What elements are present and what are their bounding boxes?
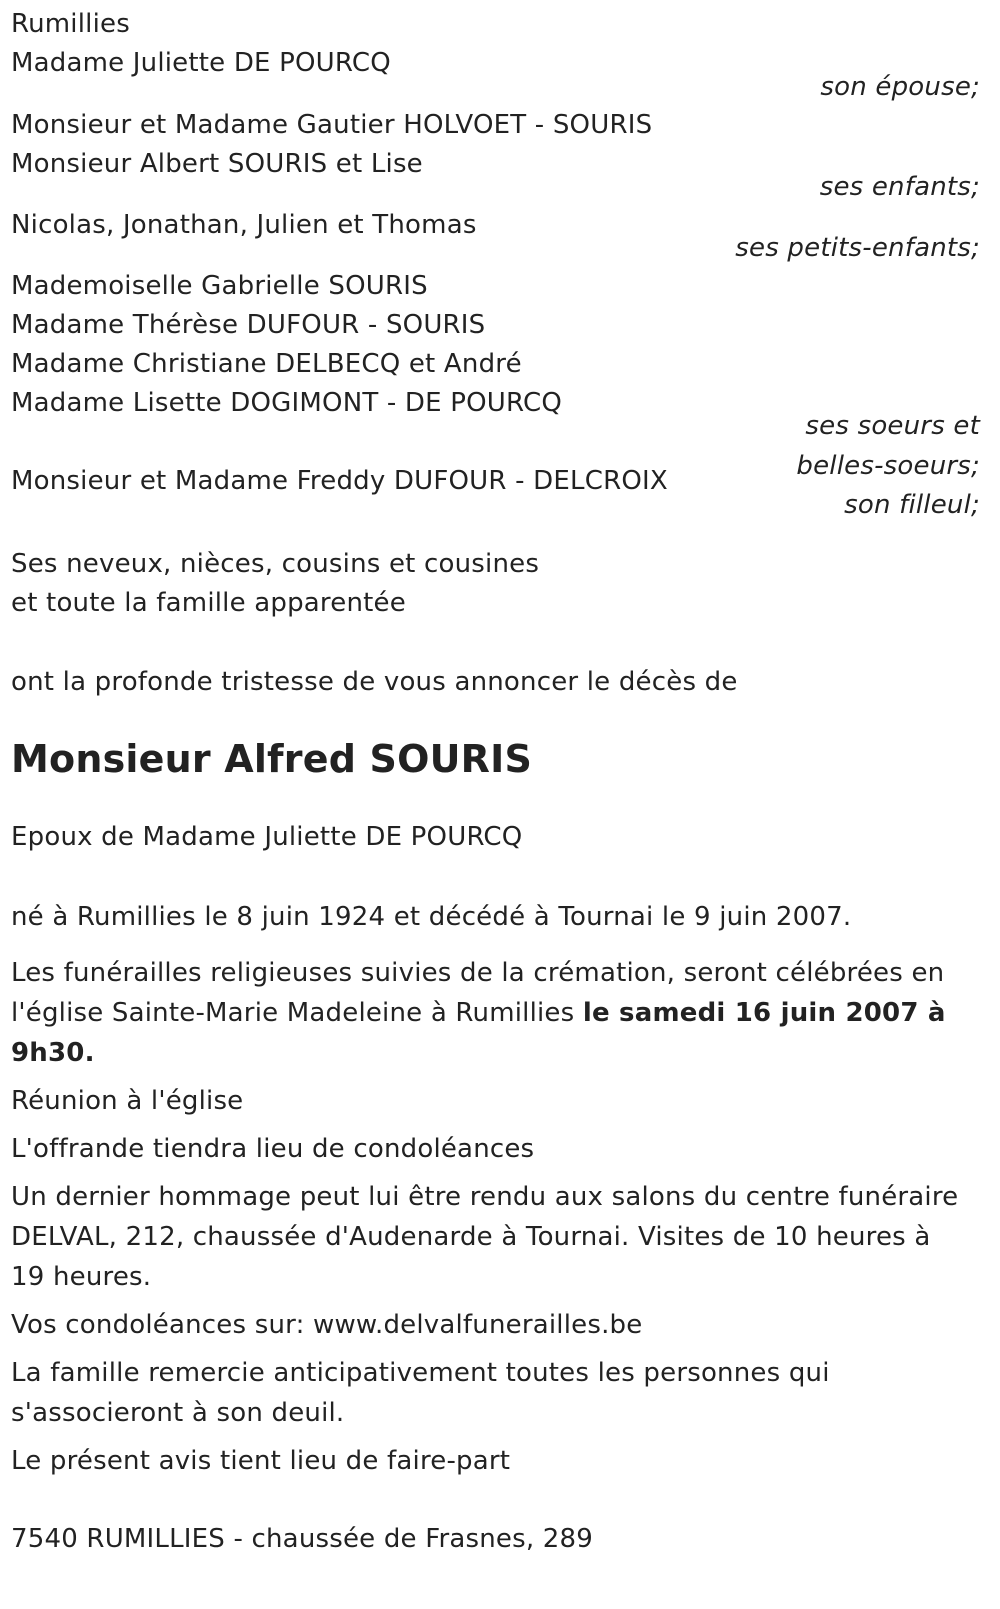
others-group	[11, 539, 980, 659]
sister-line: Madame Thérèse DUFOUR - SOURIS	[11, 310, 486, 340]
sisters-relation: ses soeurs et belles-soeurs;	[796, 411, 980, 481]
sisters-group	[11, 261, 980, 479]
funeral-text: Les funérailles religieuses suivies de la crémation, seront célébrées en l'église Sainte-Marie Madeleine à Rumillies	[11, 958, 945, 1028]
funeral-date: le samedi 16 juin 2007 à 9h30.	[11, 998, 946, 1068]
spouse-of-group	[11, 822, 980, 905]
children-relation: ses enfants;	[819, 172, 980, 202]
announcement-text: ont la profonde tristesse de vous annoncer le décès de	[11, 667, 738, 697]
birth-death-text: né à Rumillies le 8 juin 1924 et décédé à Tournai le 9 juin 2007.	[11, 902, 852, 932]
meeting-text: Réunion à l'église	[11, 1086, 244, 1116]
godson-relation: son filleul;	[844, 490, 980, 520]
thanks-text: La famille remercie anticipativement toutes les personnes qui s'associeront à son deuil.	[11, 1358, 830, 1428]
spouse-relation: son épouse;	[820, 72, 980, 102]
children-group	[11, 100, 980, 200]
birth-death-group	[11, 902, 980, 953]
spouse-of-text: Epoux de Madame Juliette DE POURCQ	[11, 822, 523, 852]
deceased-group	[11, 729, 980, 825]
sister-line: Madame Lisette DOGIMONT - DE POURCQ	[11, 388, 563, 418]
others-line: Ses neveux, nièces, cousins et cousines	[11, 549, 540, 579]
notice-text: Le présent avis tient lieu de faire-part	[11, 1446, 511, 1476]
town-line: Rumillies	[11, 9, 130, 39]
grandchildren-group	[11, 200, 980, 261]
funeral-paragraph	[11, 953, 971, 1073]
child-line: Monsieur et Madame Gautier HOLVOET - SOURIS	[11, 110, 653, 140]
godson-group	[11, 466, 980, 539]
offering-text: L'offrande tiendra lieu de condoléances	[11, 1134, 535, 1164]
godson-names: Monsieur et Madame Freddy DUFOUR - DELCROIX	[11, 466, 668, 496]
sister-line: Mademoiselle Gabrielle SOURIS	[11, 271, 428, 301]
sister-line: Madame Christiane DELBECQ et André	[11, 349, 522, 379]
homage-text: Un dernier hommage peut lui être rendu aux salons du centre funéraire DELVAL, 212, chaussée d'Audenarde à Tournai. Visites de 10 heures à 19 heures.	[11, 1182, 959, 1292]
spouse-group	[11, 0, 980, 100]
condolences-text: Vos condoléances sur: www.delvalfunerailles.be	[11, 1310, 643, 1340]
spouse-name: Madame Juliette DE POURCQ	[11, 48, 391, 78]
address-text: 7540 RUMILLIES - chaussée de Frasnes, 289	[11, 1524, 594, 1554]
deceased-name: Monsieur Alfred SOURIS	[11, 737, 533, 781]
child-line: Monsieur Albert SOURIS et Lise	[11, 149, 423, 179]
announcement-group	[11, 659, 980, 729]
others-line: et toute la famille apparentée	[11, 588, 406, 618]
grandchildren-relation: ses petits-enfants;	[735, 233, 980, 263]
grandchildren-names: Nicolas, Jonathan, Julien et Thomas	[11, 210, 477, 240]
